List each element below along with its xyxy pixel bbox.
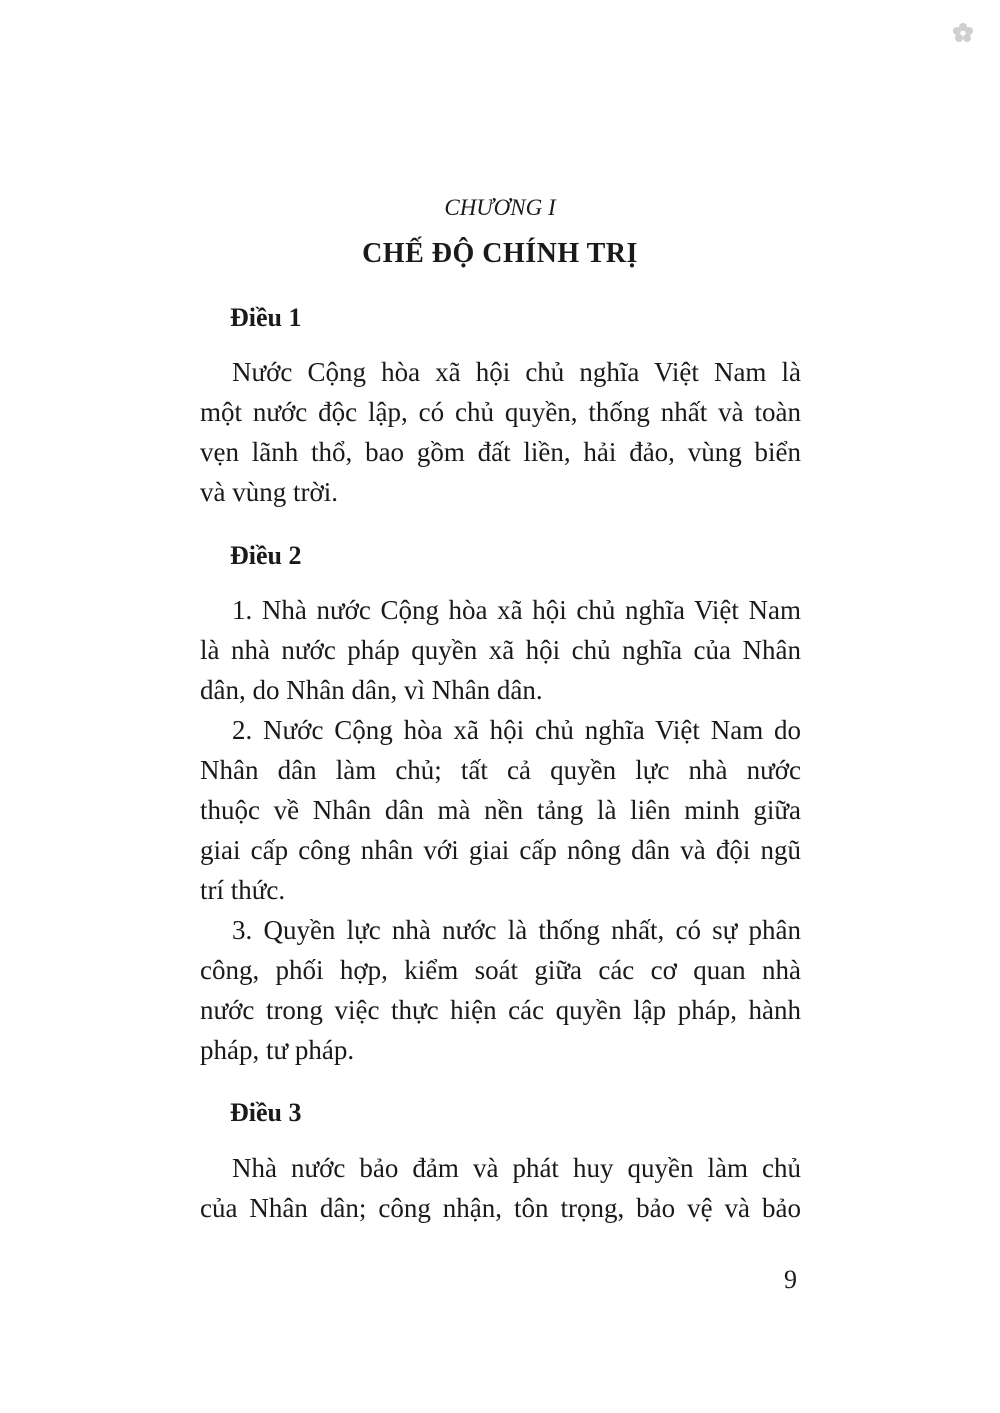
chapter-title: CHẾ ĐỘ CHÍNH TRỊ — [362, 238, 638, 269]
text-line: giai cấp công nhân với giai cấp nông dân và đội ngũ — [200, 835, 801, 865]
text-line: pháp, tư pháp. — [200, 1035, 355, 1065]
text-line: thuộc về Nhân dân mà nền tảng là liên minh giữa — [200, 795, 801, 825]
flower-icon — [952, 22, 974, 44]
text-line: 1. Nhà nước Cộng hòa xã hội chủ nghĩa Việt Nam — [232, 595, 801, 625]
text-line: Nhà nước bảo đảm và phát huy quyền làm chủ — [232, 1153, 801, 1183]
text-line: một nước độc lập, có chủ quyền, thống nhất và toàn — [200, 397, 801, 427]
text-line: 2. Nước Cộng hòa xã hội chủ nghĩa Việt Nam do — [232, 715, 801, 745]
text-line: Nhân dân làm chủ; tất cả quyền lực nhà nước — [200, 755, 801, 785]
text-line: Nước Cộng hòa xã hội chủ nghĩa Việt Nam là — [232, 357, 801, 387]
page-number: 9 — [784, 1265, 797, 1294]
article-heading: Điều 1 — [230, 303, 302, 332]
text-line: dân, do Nhân dân, vì Nhân dân. — [200, 675, 543, 705]
text-line: là nhà nước pháp quyền xã hội chủ nghĩa của Nhân — [200, 635, 801, 665]
text-line: và vùng trời. — [200, 477, 339, 507]
text-line: trí thức. — [200, 875, 286, 905]
text-line: vẹn lãnh thổ, bao gồm đất liền, hải đảo, vùng biển — [200, 437, 801, 467]
article-heading: Điều 3 — [230, 1098, 302, 1127]
article-heading: Điều 2 — [230, 541, 302, 570]
text-line: của Nhân dân; công nhận, tôn trọng, bảo vệ và bảo — [200, 1193, 801, 1223]
text-line: nước trong việc thực hiện các quyền lập pháp, hành — [200, 995, 801, 1025]
text-line: 3. Quyền lực nhà nước là thống nhất, có sự phân — [232, 915, 801, 945]
text-line: công, phối hợp, kiểm soát giữa các cơ quan nhà — [200, 955, 801, 985]
chapter-label: CHƯƠNG I — [444, 195, 556, 220]
